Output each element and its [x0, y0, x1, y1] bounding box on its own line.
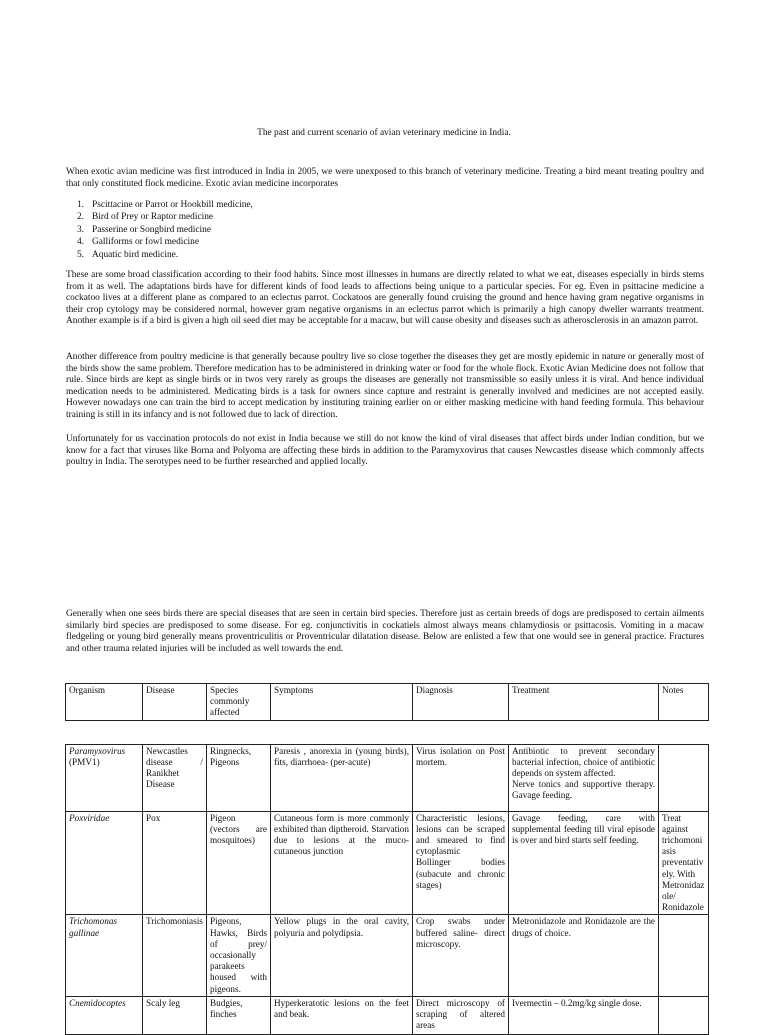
list-item: 3. Passerine or Songbird medicine	[76, 224, 211, 235]
cell-diagnosis: Crop swabs under buffered saline- direct microscopy.	[413, 915, 509, 996]
column-header-notes: Notes	[659, 684, 709, 721]
cell-treatment: Antibiotic to prevent secondary bacterial infection, choice of antibiotic depends on system affected. Nerve tonics and supportive therapy. Gavage feeding.	[509, 744, 659, 811]
cell-organism: Trichomonas gallinae	[66, 915, 143, 996]
cell-species: Pigeons, Hawks, Birds of prey/ occasionally parakeets housed with pigeons.	[207, 915, 271, 996]
cell-diagnosis: Virus isolation on Post mortem.	[413, 744, 509, 811]
column-header-species: Species commonly affected	[207, 684, 271, 721]
cell-organism: Poxviridae	[66, 811, 143, 915]
cell-symptoms: Yellow plugs in the oral cavity, polyuria and polydipsia.	[271, 915, 413, 996]
column-header-diagnosis: Diagnosis	[413, 684, 509, 721]
cell-symptoms: Paresis , anorexia in (young birds), fits, diarrhoea- (per-acute)	[271, 744, 413, 811]
cell-notes	[659, 744, 709, 811]
cell-symptoms: Cutaneous form is more commonly exhibited than diptheroid. Starvation due to lesions at the muco-cutaneous junction	[271, 811, 413, 915]
table-row	[66, 996, 709, 1034]
table-header-row	[66, 684, 709, 721]
poultry-difference-paragraph: Another difference from poultry medicine is that generally because poultry live so close together the diseases they get are mostly epidemic in nature or generally most of the birds show the same problem. Therefore medication has to be administered in drinking water or food for the whole flock. Exotic Avian Medicine does not follow that rule. Since birds are kept as single birds or in twos very rarely as groups the diseases are generally not transmissible so easily unless it is viral. And hence individual medication needs to be administered. Medicating birds is a task for owners since capture and restraint is generally involved and medicines are not accepted easily. However nowadays one can train the bird to accept medication by instituting training earlier on or either masking medicine with hand feeding formula. This behaviour training is still in its infancy and is not followed due to lack of direction.	[66, 352, 704, 420]
vaccination-paragraph: Unfortunately for us vaccination protocols do not exist in India because we still do not know the kind of viral diseases that affect birds under Indian condition, but we know for a fact that viruses like Borna and Polyoma are affecting these birds in addition to the Paramyxovirus that causes Newcastles disease which commonly affects poultry in India. The serotypes need to be further researched and applied locally.	[66, 434, 704, 468]
table-row	[66, 915, 709, 996]
food-habits-paragraph: These are some broad classification according to their food habits. Since most illnesses in humans are directly related to what we eat, diseases especially in birds stems from it as well. The adaptations birds have for different kinds of food leads to affections being unique to a particular species. For eg. Even in psittacine medicine a cockatoo lives at a different plane as compared to an eclectus parrot. Cockatoos are generally found cruising the ground and hence having gram negative organisms in their crop cytology may be considered normal, however gram negative organisms in an eclectus parrot which is primarily a high canopy dweller warrants treatment. Another example is if a bird is given a high oil seed diet may be acceptable for a macaw, but will cause obesity and diseases such as atherosclerosis in an amazon parrot.	[66, 270, 704, 327]
cell-organism: Paramyxovirus (PMV1)	[66, 744, 143, 811]
disease-table	[65, 683, 709, 1035]
intro-paragraph: When exotic avian medicine was first introduced in India in 2005, we were unexposed to this branch of veterinary medicine. Treating a bird meant treating poultry and that only constituted flock medicine. Exotic avian medicine incorporates	[66, 167, 704, 189]
cell-diagnosis: Characteristic lesions, lesions can be scraped and smeared to find cytoplasmic Bollinger bodies (subacute and chronic stages)	[413, 811, 509, 915]
cell-disease: Newcastles disease / Ranikhet Disease	[143, 744, 207, 811]
cell-disease: Trichomoniasis	[143, 915, 207, 996]
avian-medicine-list	[66, 199, 666, 261]
list-item: 4. Galliforms or fowl medicine	[76, 237, 200, 248]
list-item: 1. Pscittacine or Parrot or Hookbill medicine,	[76, 200, 253, 210]
cell-notes: Treat against trichomoniasis preventatively. With Metronidazole/ Ronidazole	[659, 811, 709, 915]
special-diseases-paragraph: Generally when one sees birds there are special diseases that are seen in certain bird species. Therefore just as certain breeds of dogs are predisposed to certain ailments similarly bird species are predisposed to some disease. For eg. conjunctivitis in cockatiels almost always means chlamydiosis or psittacosis. Vomiting in a macaw fledgeling or young bird generally means proventriculitis or Proventricular dilatation disease. Below are enlisted a few that one would see in general practice. Fractures and other trauma related injuries will be included as well towards the end.	[66, 609, 704, 654]
list-item: 2. Bird of Prey or Raptor medicine	[76, 212, 214, 223]
cell-treatment: Gavage feeding, care with supplemental feeding till viral episode is over and bird starts self feeding.	[509, 811, 659, 915]
column-header-symptoms: Symptoms	[271, 684, 413, 721]
table-row	[66, 811, 709, 915]
cell-treatment: Metronidazole and Ronidazole are the drugs of choice.	[509, 915, 659, 996]
cell-notes	[659, 915, 709, 996]
cell-disease: Scaly leg	[143, 996, 207, 1034]
column-header-treatment: Treatment	[509, 684, 659, 721]
column-header-organism: Organism	[66, 684, 143, 721]
cell-species: Pigeon (vectors are mosquitoes)	[207, 811, 271, 915]
cell-species: Ringnecks, Pigeons	[207, 744, 271, 811]
cell-treatment: Ivermectin – 0.2mg/kg single dose.	[509, 996, 659, 1034]
cell-notes	[659, 996, 709, 1034]
cell-diagnosis: Direct microscopy of scraping of altered areas	[413, 996, 509, 1034]
cell-species: Budgies, finches	[207, 996, 271, 1034]
cell-disease: Pox	[143, 811, 207, 915]
list-item: 5. Aquatic bird medicine.	[76, 249, 179, 260]
table-row	[66, 744, 709, 811]
column-header-disease: Disease	[143, 684, 207, 721]
cell-organism: Cnemidocoptes	[66, 996, 143, 1034]
cell-symptoms: Hyperkeratotic lesions on the feet and beak.	[271, 996, 413, 1034]
document-title: The past and current scenario of avian veterinary medicine in India.	[257, 128, 511, 138]
